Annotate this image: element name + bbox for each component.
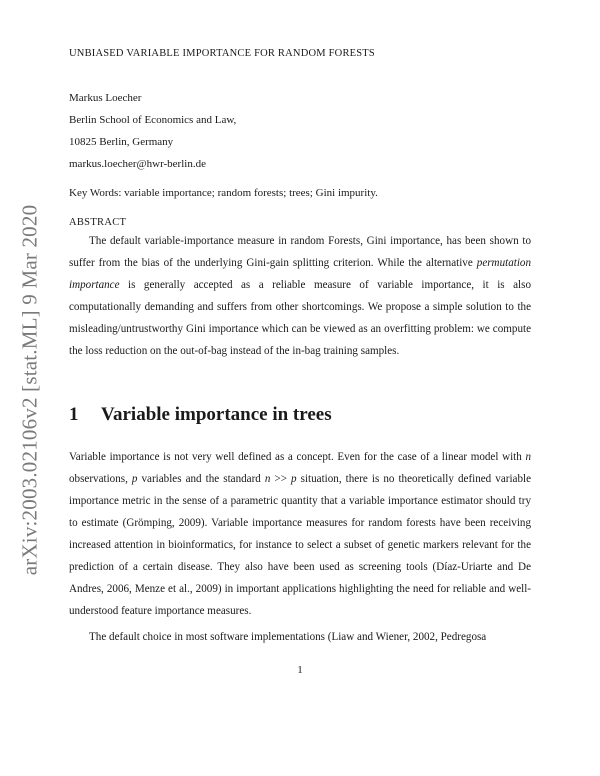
- author-email: markus.loecher@hwr-berlin.de: [69, 158, 206, 170]
- section-number: 1: [69, 404, 79, 425]
- section-title: Variable importance in trees: [101, 404, 332, 425]
- abstract-heading: ABSTRACT: [69, 217, 127, 228]
- abstract-text-2: is generally accepted as a reliable measure of variable importance, it is also computationally demanding and suffers from other shortcomings. We propose a simple solution to the misleading/untrustworthy Gini importance which can be viewed as an overfitting problem: we compute the loss reduction on the out-of-bag instead of the in-bag training samples.: [69, 279, 531, 357]
- body-text: observations,: [69, 473, 132, 485]
- math-var: p: [131, 473, 138, 485]
- section-heading: [69, 404, 332, 426]
- abstract-paragraph: [69, 230, 531, 362]
- math-var: n: [525, 451, 531, 463]
- body-text: >>: [270, 473, 292, 485]
- page-number: 1: [297, 664, 303, 676]
- abstract-text-1: The default variable-importance measure in random Forests, Gini importance, has been shown to suffer from the bias of the underlying Gini-gain splitting criterion. While the alternative: [69, 235, 531, 269]
- abstract-emphasis: permutation importance: [69, 257, 531, 291]
- body-text: Variable importance is not very well defined as a concept. Even for the case of a linear model with: [69, 451, 526, 463]
- body-text: variables and the standard: [137, 473, 265, 485]
- author-affiliation: Berlin School of Economics and Law,: [69, 114, 237, 126]
- paper-title: UNBIASED VARIABLE IMPORTANCE FOR RANDOM FORESTS: [69, 48, 375, 59]
- arxiv-identifier: arXiv:2003.02106v2 [stat.ML] 9 Mar 2020: [17, 204, 42, 576]
- author-city: 10825 Berlin, Germany: [69, 136, 174, 148]
- arxiv-identifier-stamp: [8, 190, 52, 590]
- math-var: p: [291, 473, 297, 485]
- body-paragraph-2: The default choice in most software implementations (Liaw and Wiener, 2002, Pedregosa: [89, 631, 487, 643]
- author-name: Markus Loecher: [69, 92, 142, 104]
- keywords: Key Words: variable importance; random forests; trees; Gini impurity.: [69, 187, 378, 199]
- math-var: n: [264, 473, 271, 485]
- body-text: situation, there is no theoretically defined variable importance metric in the sense of a parametric quantity that a variable importance estimator should try to estimate (Grömping, 2009). Variable importance measures for random forests have been receiving increased attention in bioinformatics, for instance to select a subset of genetic markers relevant for the prediction of a certain disease. They also have been used as screening tools (Díaz-Uriarte and De Andres, 2006, Menze et al., 2009) in important applications highlighting the need for reliable and well-understood feature importance measures.: [69, 473, 532, 617]
- body-paragraph-1: [69, 446, 531, 622]
